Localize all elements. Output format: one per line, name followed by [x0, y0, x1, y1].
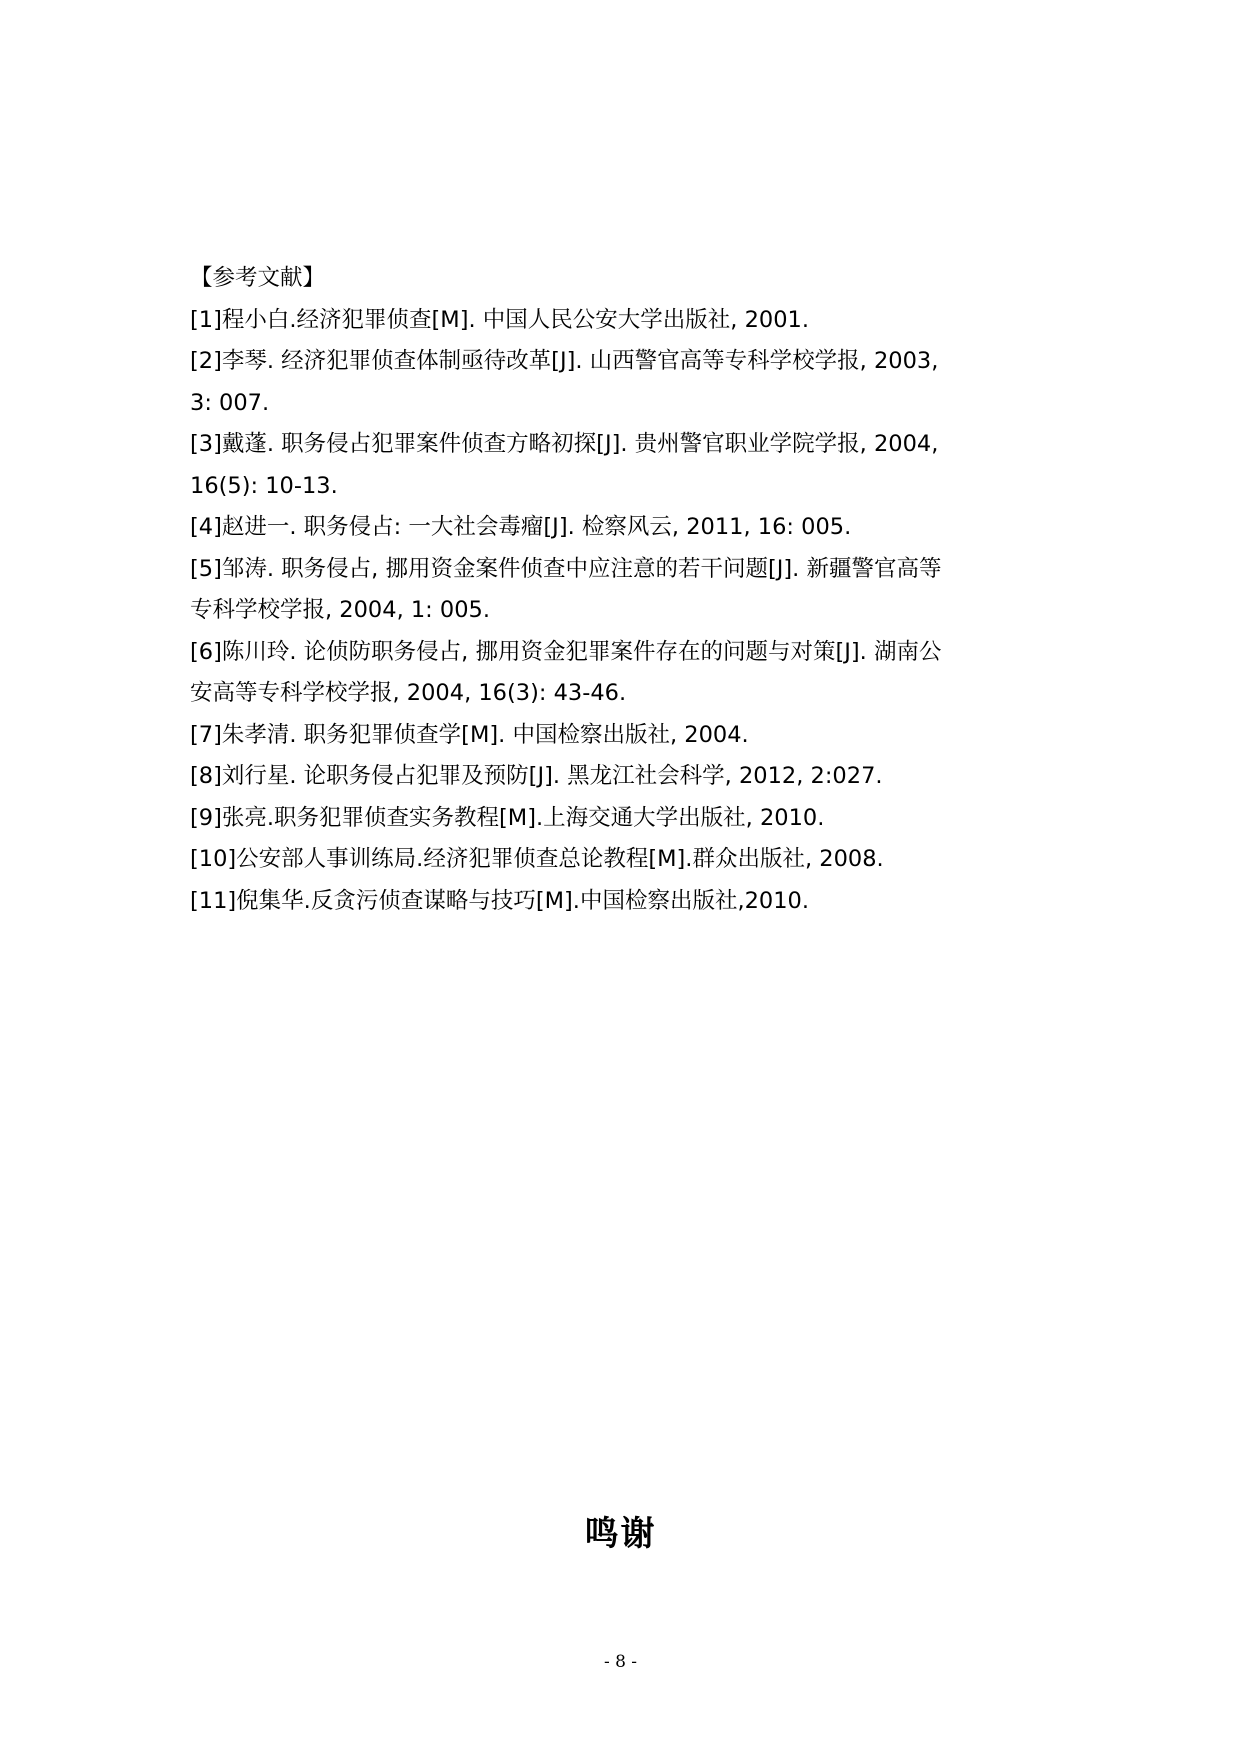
reference-line: [11]倪集华.反贪污侦查谋略与技巧[M].中国检察出版社,2010.	[190, 887, 810, 914]
acknowledgement-title: 鸣谢	[584, 1514, 657, 1554]
reference-line: 安高等专科学校学报, 2004, 16(3): 43-46.	[190, 680, 627, 706]
reference-line: [1]程小白.经济犯罪侦查[M]. 中国人民公安大学出版社, 2001.	[190, 306, 810, 333]
reference-line: [7]朱孝清. 职务犯罪侦查学[M]. 中国检察出版社, 2004.	[190, 721, 749, 748]
reference-line: 专科学校学报, 2004, 1: 005.	[190, 597, 491, 623]
reference-line: [3]戴蓬. 职务侵占犯罪案件侦查方略初探[J]. 贵州警官职业学院学报, 2004,	[190, 431, 939, 457]
reference-line: [10]公安部人事训练局.经济犯罪侦查总论教程[M].群众出版社, 2008.	[190, 846, 884, 872]
references-section	[190, 258, 1070, 922]
reference-line: 16(5): 10-13.	[190, 472, 338, 499]
reference-line: [6]陈川玲. 论侦防职务侵占, 挪用资金犯罪案件存在的问题与对策[J]. 湖南公	[190, 638, 942, 665]
reference-line: [9]张亮.职务犯罪侦查实务教程[M].上海交通大学出版社, 2010.	[190, 804, 825, 831]
reference-line: [8]刘行星. 论职务侵占犯罪及预防[J]. 黑龙江社会科学, 2012, 2:027.	[190, 763, 883, 789]
reference-line: [2]李琴. 经济犯罪侦查体制亟待改革[J]. 山西警官高等专科学校学报, 2003,	[190, 348, 939, 374]
references-heading: 【参考文献】	[190, 265, 326, 291]
page-number: - 8 -	[603, 1652, 638, 1672]
reference-line: [4]赵进一. 职务侵占: 一大社会毒瘤[J]. 检察风云, 2011, 16: 005.	[190, 514, 852, 540]
reference-line: [5]邹涛. 职务侵占, 挪用资金案件侦查中应注意的若干问题[J]. 新疆警官高等	[190, 555, 942, 582]
reference-line: 3: 007.	[190, 389, 270, 416]
